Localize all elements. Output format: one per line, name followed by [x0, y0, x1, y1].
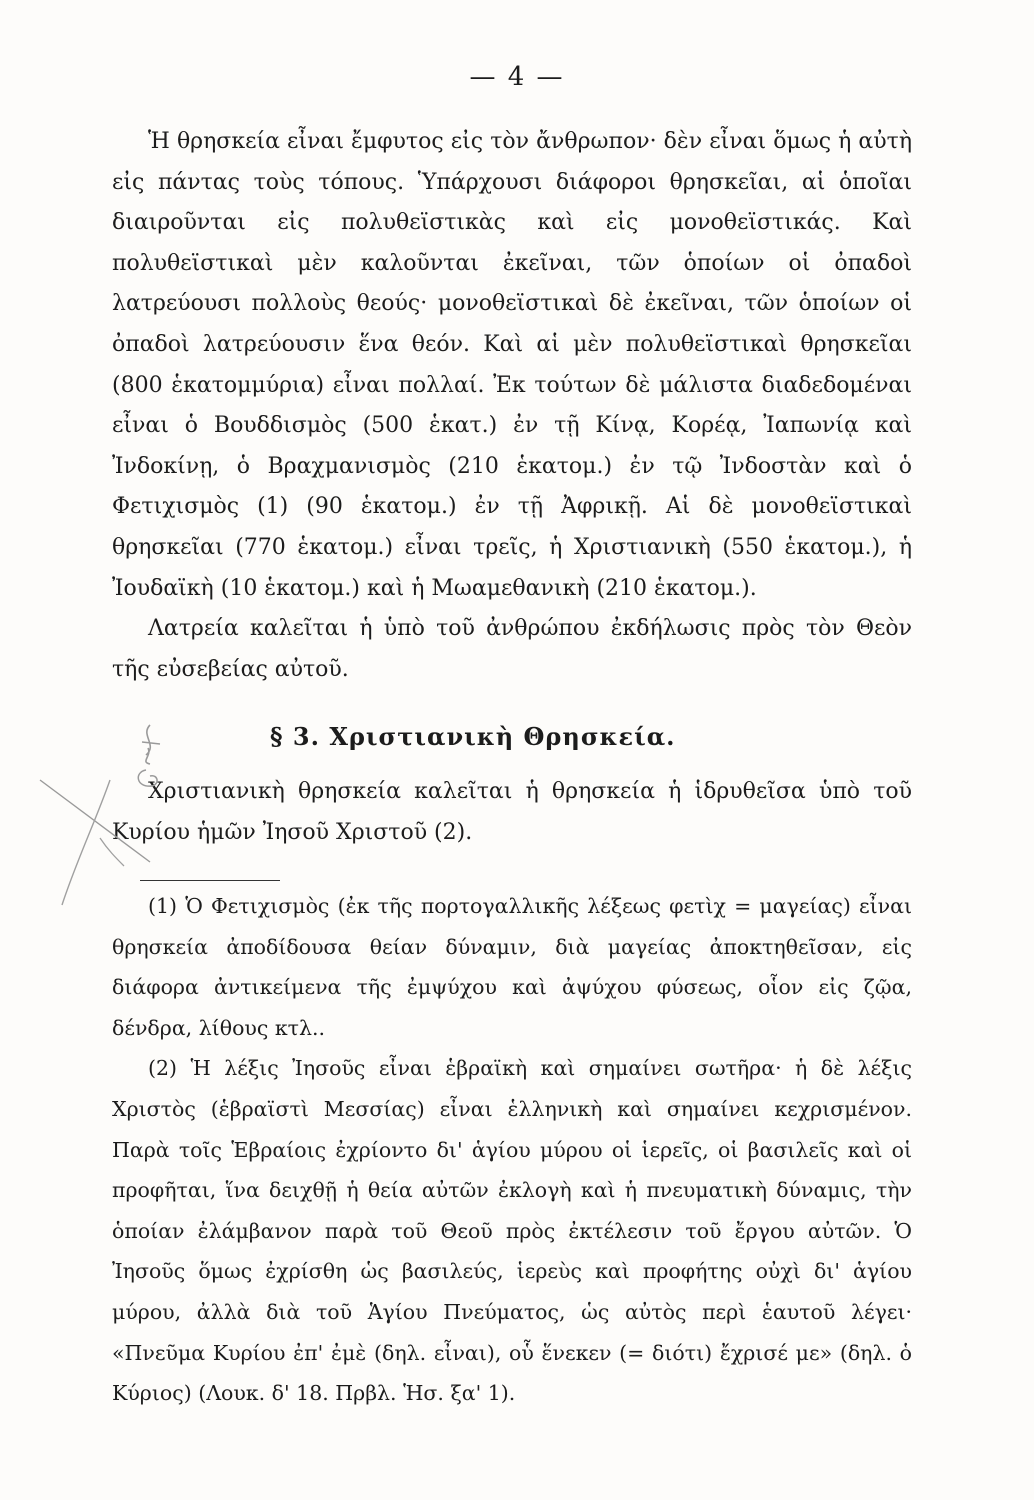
footnote-fetishism: (1) Ὁ Φετιχισμὸς (ἐκ τῆς πορτογαλλικῆς λέξεως φετὶχ = μαγείας) εἶναι θρησκεία ἀποδίδουσα θείαν δύναμιν, διὰ μαγείας ἀποκτηθεῖσαν, εἰς διάφορα ἀντικείμενα τῆς ἐμψύχου καὶ ἀψύχου φύσεως, οἷον εἰς ζῷα, δένδρα, λίθους κτλ..	[112, 894, 912, 1040]
footnote-divider	[140, 880, 280, 881]
section-text-block	[112, 772, 912, 853]
footnote-jesus-christ: (2) Ἡ λέξις Ἰησοῦς εἶναι ἑβραϊκὴ καὶ σημαίνει σωτῆρα· ἡ δὲ λέξις Χριστὸς (ἑβραϊστὶ Μεσσίας) εἶναι ἑλληνικὴ καὶ σημαίνει κεχρισμένον. Παρὰ τοῖς Ἑβραίοις ἐχρίοντο δι' ἁγίου μύρου οἱ ἱερεῖς, οἱ βασιλεῖς καὶ οἱ προφῆται, ἵνα δειχθῇ ἡ θεία αὐτῶν ἐκλογὴ καὶ ἡ πνευματικὴ δύναμις, τὴν ὁποίαν ἐλάμβανον παρὰ τοῦ Θεοῦ πρὸς ἐκτέλεσιν τοῦ ἔργου αὐτῶν. Ὁ Ἰησοῦς ὅμως ἐχρίσθη ὡς βασιλεύς, ἱερεὺς καὶ προφήτης οὐχὶ δι' ἁγίου μύρου, ἀλλὰ διὰ τοῦ Ἁγίου Πνεύματος, ὡς αὐτὸς περὶ ἑαυτοῦ λέγει· «Πνεῦμα Κυρίου ἐπ' ἐμὲ (δηλ. εἶναι), οὗ ἕνεκεν (= διότι) ἔχρισέ με» (δηλ. ὁ Κύριος) (Λουκ. δ' 18. Πρβλ. Ἡσ. ξα' 1).	[112, 1056, 912, 1406]
section-heading: § 3. Χριστιανικὴ Θρησκεία.	[270, 722, 676, 751]
paragraph-religions: Ἡ θρησκεία εἶναι ἔμφυτος εἰς τὸν ἄνθρωπον· δὲν εἶναι ὅμως ἡ αὐτὴ εἰς πάντας τοὺς τόπους. Ὑπάρχουσι διάφοροι θρησκεῖαι, αἱ ὁποῖαι διαιροῦνται εἰς πολυθεϊστικὰς καὶ εἰς μονοθεϊστικάς. Καὶ πολυθεϊστικαὶ μὲν καλοῦνται ἐκεῖναι, τῶν ὁποίων οἱ ὀπαδοὶ λατρεύουσι πολλοὺς θεούς· μονοθεϊστικαὶ δὲ ἐκεῖναι, τῶν ὁποίων οἱ ὀπαδοὶ λατρεύουσιν ἕνα θεόν. Καὶ αἱ μὲν πολυθεϊστικαὶ θρησκεῖαι (800 ἑκατομμύρια) εἶναι πολλαί. Ἐκ τούτων δὲ μάλιστα διαδεδομέναι εἶναι ὁ Βουδδισμὸς (500 ἑκατ.) ἐν τῇ Κίνᾳ, Κορέᾳ, Ἰαπωνίᾳ καὶ Ἰνδοκίνῃ, ὁ Βραχμανισμὸς (210 ἑκατομ.) ἐν τῷ Ἰνδοστὰν καὶ ὁ Φετιχισμὸς (1) (90 ἑκατομ.) ἐν τῇ Ἀφρικῇ. Αἱ δὲ μονοθεϊστικαὶ θρησκεῖαι (770 ἑκατομ.) εἶναι τρεῖς, ἡ Χριστιανικὴ (550 ἑκατομ.), ἡ Ἰουδαϊκὴ (10 ἑκατομ.) καὶ ἡ Μωαμεθανικὴ (210 ἑκατομ.).	[112, 129, 912, 601]
paragraph-christian-religion: Χριστιανικὴ θρησκεία καλεῖται ἡ θρησκεία ἡ ἱδρυθεῖσα ὑπὸ τοῦ Κυρίου ἡμῶν Ἰησοῦ Χριστοῦ (2).	[112, 779, 912, 845]
pencil-scribble-mark	[142, 725, 160, 764]
footnotes-block	[112, 886, 912, 1414]
pencil-cross-stroke	[62, 780, 110, 905]
page-number: — 4 —	[469, 62, 565, 92]
paragraph-worship: Λατρεία καλεῖται ἡ ὑπὸ τοῦ ἀνθρώπου ἐκδήλωσις πρὸς τὸν Θεὸν τῆς εὐσεβείας αὐτοῦ.	[112, 616, 912, 682]
main-text-block	[112, 122, 912, 690]
